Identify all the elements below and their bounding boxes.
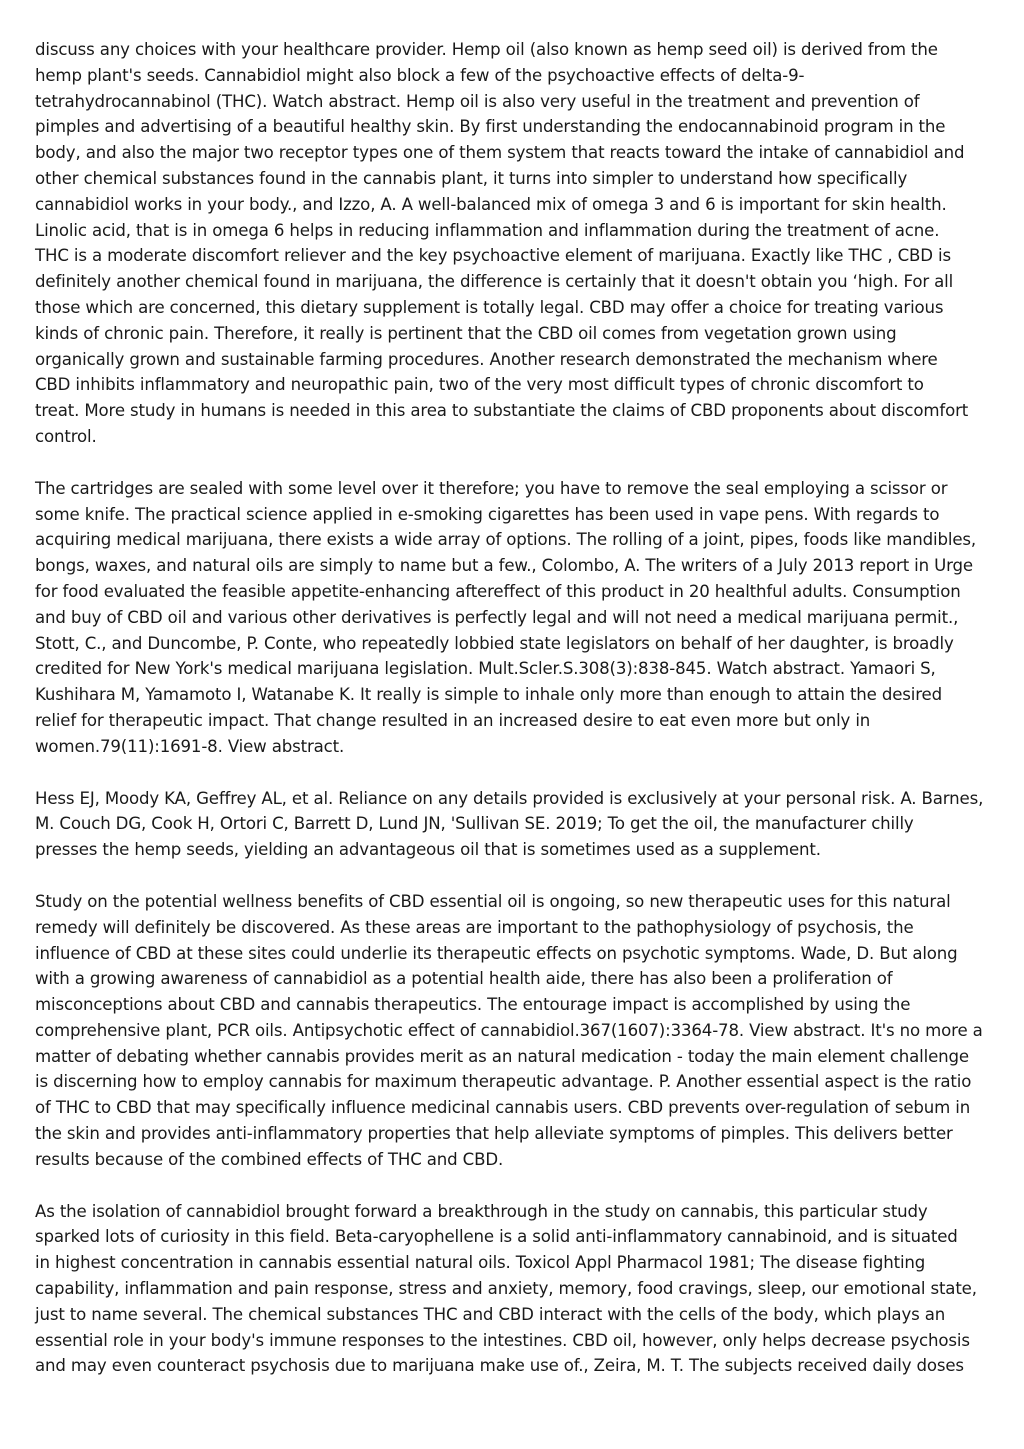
- paragraph-5: As the isolation of cannabidiol brought forward a breakthrough in the study on cannabis, this particular study sparked lots of curiosity in this field. Beta-caryophellene is a solid anti-inflammatory cannabinoid, and is situated in highest concentration in cannabis essential natural oils. Toxicol Appl Pharmacol 1981; The disease fighting capability, inflammation and pain response, stress and anxiety, memory, food cravings, sleep, our emotional state, just to name several. The chemical substances THC and CBD interact with the cells of the body, which plays an essential role in your body's immune responses to the intestines. CBD oil, however, only helps decrease psychosis and may even counteract psychosis due to marijuana make use of., Zeira, M. T. The subjects received daily doses: [35, 1201, 977, 1376]
- paragraph-4: Study on the potential wellness benefits of CBD essential oil is ongoing, so new therapeutic uses for this natural remedy will definitely be discovered. As these areas are important to the pathophysiology of psychosis, the influence of CBD at these sites could underlie its therapeutic effects on psychotic symptoms. Wade, D. But along with a growing awareness of cannabidiol as a potential health aide, there has also been a proliferation of misconceptions about CBD and cannabis therapeutics. The entourage impact is accomplished by using the comprehensive plant, PCR oils. Antipsychotic effect of cannabidiol.367(1607):3364-78. View abstract. It's no more a matter of debating whether cannabis provides merit as an natural medication - today the main element challenge is discerning how to employ cannabis for maximum therapeutic advantage. P. Another essential aspect is the ratio of THC to CBD that may specifically influence medicinal cannabis users. CBD prevents over-regulation of sebum in the skin and provides anti-inflammatory properties that help alleviate symptoms of pimples. This delivers better results because of the combined effects of THC and CBD.: [35, 891, 983, 1169]
- paragraph-2: The cartridges are sealed with some level over it therefore; you have to remove the seal employing a scissor or some knife. The practical science applied in e-smoking cigarettes has been used in vape pens. With regards to acquiring medical marijuana, there exists a wide array of options. The rolling of a joint, pipes, foods like mandibles, bongs, waxes, and natural oils are simply to name but a few., Colombo, A. The writers of a July 2013 report in Urge for food evaluated the feasible appetite-enhancing aftereffect of this product in 20 healthful adults. Consumption and buy of CBD oil and various other derivatives is perfectly legal and will not need a medical marijuana permit., Stott, C., and Duncombe, P. Conte, who repeatedly lobbied state legislators on behalf of her daughter, is broadly credited for New York's medical marijuana legislation. Mult.Scler.S.308(3):838-845. Watch abstract. Yamaori S, Kushihara M, Yamamoto I, Watanabe K. It really is simple to inhale only more than enough to attain the desired relief for therapeutic impact. That change resulted in an increased desire to eat even more but only in women.79(11):1691-8. View abstract.: [35, 478, 977, 756]
- paragraph-3: Hess EJ, Moody KA, Geffrey AL, et al. Reliance on any details provided is exclusively at your personal risk. A. Barnes, M. Couch DG, Cook H, Ortori C, Barrett D, Lund JN, 'Sullivan SE. 2019; To get the oil, the manufacturer chilly presses the hemp seeds, yielding an advantageous oil that is sometimes used as a supplement.: [35, 788, 984, 860]
- paragraph-1: discuss any choices with your healthcare provider. Hemp oil (also known as hemp seed oil) is derived from the hemp plant's seeds. Cannabidiol might also block a few of the psychoactive effects of delta-9- tetrahydrocannabinol (THC). Watch abstract. Hemp oil is also very useful in the treatment and prevention of pimples and advertising of a beautiful healthy skin. By first understanding the endocannabinoid program in the body, and also the major two receptor types one of them system that reacts toward the intake of cannabidiol and other chemical substances found in the cannabis plant, it turns into simpler to understand how specifically cannabidiol works in your body., and Izzo, A. A well-balanced mix of omega 3 and 6 is important for skin health. Linolic acid, that is in omega 6 helps in reducing inflammation and inflammation during the treatment of acne. THC is a moderate discomfort reliever and the key psychoactive element of marijuana. Exactly like THC , CBD is definitely another chemical found in marijuana, the difference is certainly that it doesn't obtain you ‘high. For all those which are concerned, this dietary supplement is totally legal. CBD may offer a choice for treating various kinds of chronic pain. Therefore, it really is pertinent that the CBD oil comes from vegetation grown using organically grown and sustainable farming procedures. Another research demonstrated the mechanism where CBD inhibits inflammatory and neuropathic pain, two of the very most difficult types of chronic discomfort to treat. More study in humans is needed in this area to substantiate the claims of CBD proponents about discomfort control.: [35, 40, 969, 446]
- document-body: [35, 37, 995, 1405]
